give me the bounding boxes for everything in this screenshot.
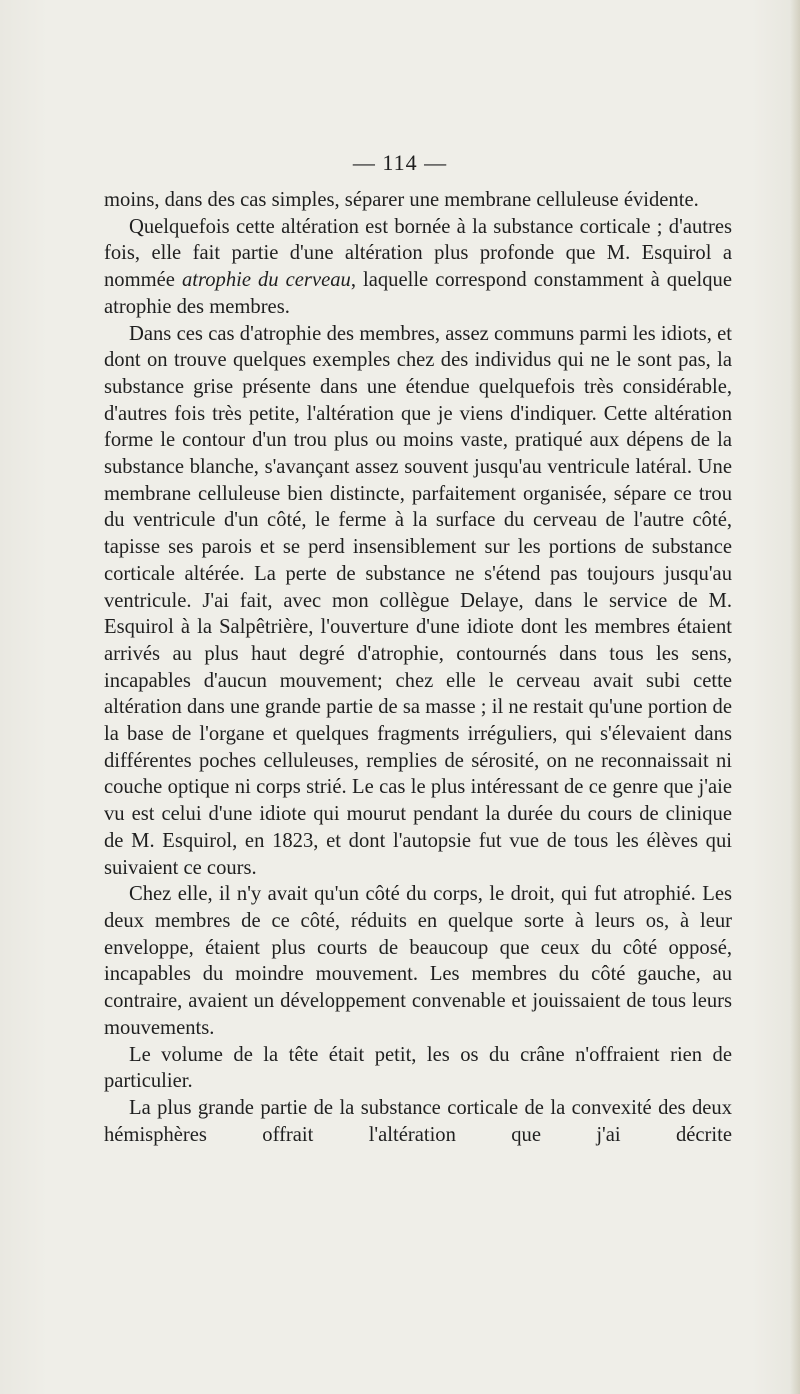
paragraph-3: Dans ces cas d'atrophie des membres, assez communs parmi les idiots, et dont on trouve quelques exemples chez des individus qui ne le sont pas, la substance grise présente dans une étendue quelquefois très considérable, d'autres fois très petite, l'altération que je viens d'indiquer. Cette altération forme le contour d'un trou plus ou moins vaste, pratiqué aux dépens de la substance blanche, s'avançant assez souvent jusqu'au ventricule latéral. Une membrane celluleuse bien distincte, parfaitement organisée, sépare ce trou du ventricule d'un côté, le ferme à la surface du cerveau de l'autre côté, tapisse ses parois et se perd insensiblement sur les portions de substance corticale altérée. La perte de substance ne s'étend pas toujours jusqu'au ventricule. J'ai fait, avec mon collègue Delaye, dans le service de M. Esquirol à la Salpêtrière, l'ouverture d'une idiote dont les membres étaient arrivés au plus haut degré d'atrophie, contournés dans tous les sens, incapables d'aucun mouvement; chez elle le cerveau avait subi cette altération dans une grande partie de sa masse ; il ne restait qu'une portion de la base de l'organe et quelques fragments irréguliers, qui s'élevaient dans différentes poches celluleuses, remplies de sérosité, on ne reconnaissait ni couche optique ni corps strié. Le cas le plus intéressant de ce genre que j'aie vu est celui d'une idiote qui mourut pendant la durée du cours de clinique de M. Esquirol, en 1823, et dont l'autopsie fut vue de tous les élèves qui suivaient ce cours. — [104, 322, 732, 879]
body-text — [104, 187, 732, 1148]
paragraph-5: Le volume de la tête était petit, les os du crâne n'offraient rien de particulier. — [104, 1043, 732, 1093]
term-atrophie-du-cerveau: atrophie du cerveau — [181, 269, 351, 292]
paragraph-2-end: , laquelle correspond constamment à quelque atrophie des membres. — [104, 269, 732, 318]
paragraph-2-start: Quelquefois cette altération est bornée à la substance corticale ; d'autres fois, elle fait partie d'une altération plus profonde que M. Esquirol a nommée — [104, 215, 732, 292]
paragraph-2 — [104, 214, 732, 321]
page-edge-shadow — [790, 0, 800, 1394]
paragraph-6: La plus grande partie de la substance corticale de la convexité des deux hémisphères offrait l'altération que j'ai décrite — [104, 1096, 732, 1146]
paragraph-1: moins, dans des cas simples, séparer une membrane celluleuse évidente. — [104, 189, 699, 211]
page-number: — 114 — — [352, 150, 448, 175]
paragraph-4: Chez elle, il n'y avait qu'un côté du corps, le droit, qui fut atrophié. Les deux membres de ce côté, réduits en quelque sorte à leurs os, à leur enveloppe, étaient plus courts de beaucoup que ceux du côté opposé, incapables du moindre mouvement. Les membres du côté gauche, au contraire, avaient un développement convenable et jouissaient de tous leurs mouvements. — [104, 883, 732, 1039]
